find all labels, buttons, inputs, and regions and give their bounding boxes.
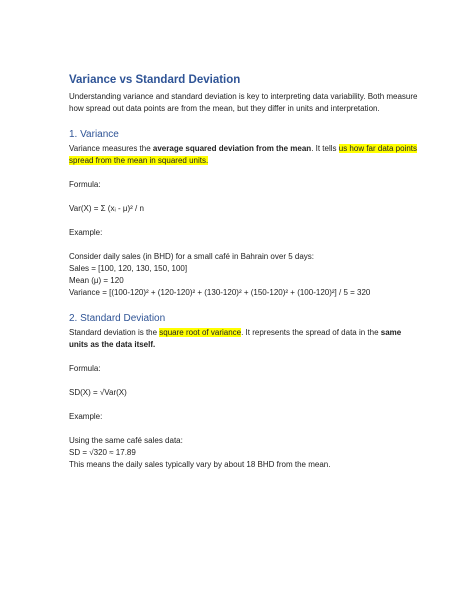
- sd-conclusion: This means the daily sales typically vary by about 18 BHD from the mean.: [69, 460, 331, 469]
- sd-calculation: SD = √320 ≈ 17.89: [69, 448, 136, 457]
- variance-heading: 1. Variance: [69, 129, 119, 140]
- variance-example-label: Example:: [69, 228, 103, 237]
- variance-sales: Sales = [100, 120, 130, 150, 100]: [69, 264, 188, 273]
- sd-formula: SD(X) = √Var(X): [69, 388, 127, 397]
- document-page: [69, 73, 419, 471]
- sd-formula-label: Formula:: [69, 364, 101, 373]
- sd-bold-text: same units as the data itself.: [69, 328, 402, 349]
- sd-description: [69, 327, 419, 351]
- variance-text-1: Variance measures the: [69, 144, 153, 153]
- sd-example-intro: Using the same café sales data:: [69, 436, 183, 445]
- intro-paragraph: Understanding variance and standard deviation is key to interpreting data variability. Both measure how spread out data points are from the mean, but they differ in units and interpretation.: [69, 92, 418, 113]
- sd-example-label: Example:: [69, 412, 103, 421]
- sd-text-1: Standard deviation is the: [69, 328, 160, 337]
- variance-formula-label: Formula:: [69, 180, 101, 189]
- sd-highlight: square root of variance: [159, 328, 242, 337]
- variance-mean: Mean (μ) = 120: [69, 276, 124, 285]
- variance-bold-text: average squared deviation from the mean: [152, 144, 312, 153]
- document-title: Variance vs Standard Deviation: [69, 74, 241, 86]
- variance-formula: Var(X) = Σ (xᵢ - μ)² / n: [69, 204, 144, 213]
- sd-text-2: . It represents the spread of data in the: [241, 328, 381, 337]
- sd-heading: 2. Standard Deviation: [69, 313, 166, 324]
- variance-calculation: Variance = [(100-120)² + (120-120)² + (130-120)² + (150-120)² + (100-120)²] / 5 = 320: [69, 288, 371, 297]
- variance-example-intro: Consider daily sales (in BHD) for a small café in Bahrain over 5 days:: [69, 252, 314, 261]
- variance-text-2: . It tells: [311, 144, 339, 153]
- variance-description: [69, 143, 419, 167]
- variance-highlight: us how far data points spread from the mean in squared units.: [69, 144, 418, 165]
